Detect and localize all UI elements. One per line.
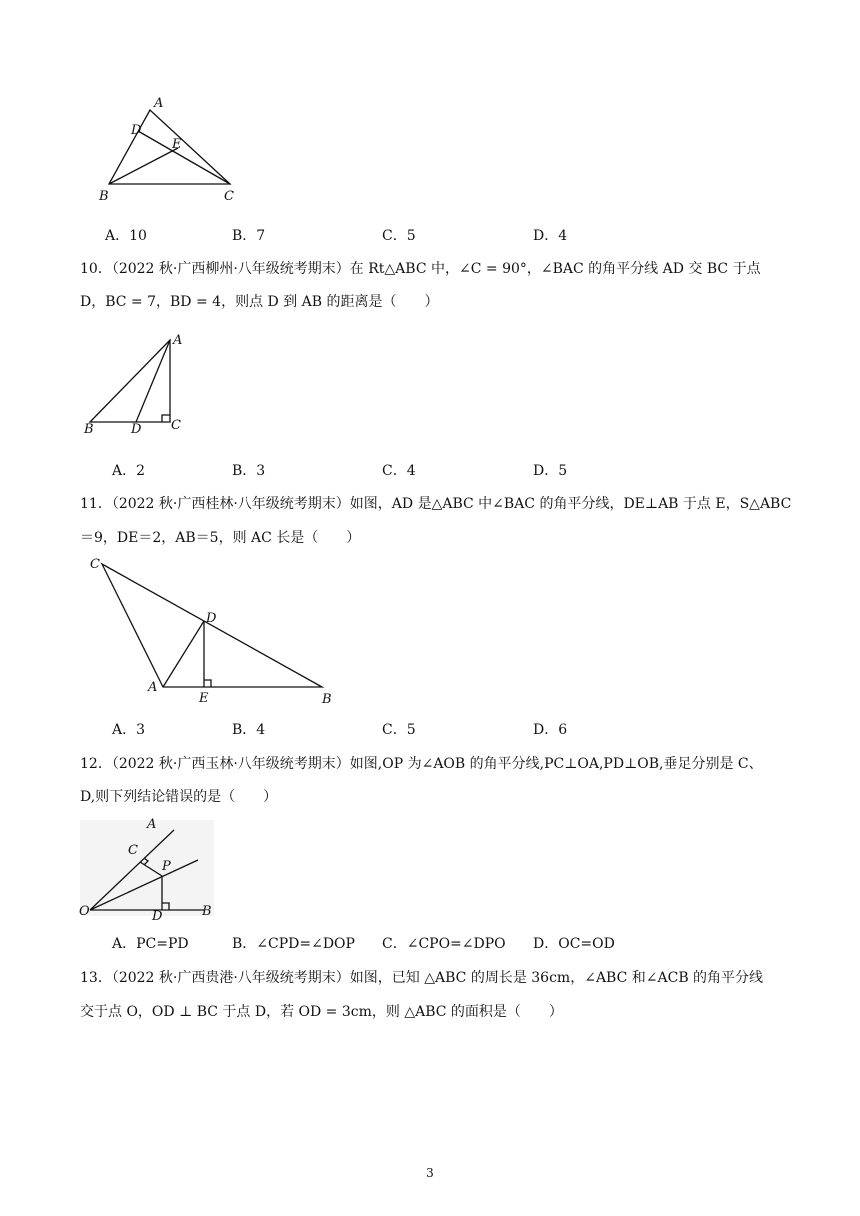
q10-option-b[interactable]: B．3 (232, 463, 266, 479)
fig12-label-c: C (128, 843, 138, 858)
q12-option-a[interactable]: A．PC=PD (112, 936, 189, 952)
q12-stem-line-1: 12．（2022 秋·广西玉林·八年级统考期末）如图,OP 为∠AOB 的角平分线,PC⊥OA,PD⊥OB,垂足分别是 C、 (80, 756, 763, 772)
fig9-label-e: E (172, 137, 182, 152)
q10-stem-line-1: 10．（2022 秋·广西柳州·八年级统考期末）在 Rt△ABC 中，∠C = 90°，∠BAC 的角平分线 AD 交 BC 于点 (80, 261, 761, 277)
q12-option-d[interactable]: D．OC=OD (533, 936, 615, 952)
q11-option-c[interactable]: C．5 (382, 722, 416, 738)
q9-option-c[interactable]: C．5 (382, 228, 416, 244)
fig11-label-a: A (148, 680, 158, 695)
q12-option-c[interactable]: C．∠CPO=∠DPO (382, 936, 506, 952)
figure-q10-right-triangle (80, 332, 200, 436)
q12-option-b[interactable]: B．∠CPD=∠DOP (232, 936, 355, 952)
q13-stem-line-1: 13．（2022 秋·广西贵港·八年级统考期末）如图，已知 △ABC 的周长是 36cm，∠ABC 和∠ACB 的角平分线 (80, 970, 764, 986)
q11-option-b[interactable]: B．4 (232, 722, 266, 738)
fig12-label-b: B (202, 904, 212, 919)
fig9-label-d: D (131, 123, 142, 138)
fig12-label-p: P (162, 859, 171, 874)
q10-option-d[interactable]: D．5 (533, 463, 568, 479)
fig10-label-d: D (131, 422, 142, 436)
fig12-label-a: A (147, 817, 157, 832)
figure-q11-triangle (80, 556, 350, 706)
fig9-label-c: C (224, 189, 234, 204)
q12-stem-line-2: D,则下列结论错误的是（ ） (80, 789, 278, 805)
q9-option-b[interactable]: B．7 (232, 228, 266, 244)
figure-q9-triangle (90, 90, 260, 210)
q9-option-d[interactable]: D．4 (533, 228, 568, 244)
fig10-label-b: B (84, 422, 94, 436)
fig11-label-d: D (206, 611, 217, 626)
q11-stem-line-1: 11．（2022 秋·广西桂林·八年级统考期末）如图，AD 是△ABC 中∠BAC 的角平分线，DE⊥AB 于点 E，S△ABC (80, 496, 792, 512)
fig10-label-c: C (171, 418, 181, 433)
q11-option-a[interactable]: A．3 (112, 722, 146, 738)
q11-stem-line-2: ＝9，DE＝2，AB＝5，则 AC 长是（ ） (80, 530, 361, 546)
fig11-label-c: C (90, 557, 100, 572)
fig10-label-a: A (173, 333, 183, 348)
fig12-label-d: D (152, 909, 163, 920)
q10-stem-line-2: D，BC = 7，BD = 4，则点 D 到 AB 的距离是（ ） (80, 294, 439, 310)
fig9-label-b: B (99, 189, 109, 204)
fig9-label-a: A (154, 96, 164, 111)
fig12-label-o: O (79, 904, 90, 919)
fig11-label-e: E (199, 691, 209, 706)
figure-q12-angle-bisector (78, 816, 218, 920)
q11-option-d[interactable]: D．6 (533, 722, 568, 738)
q9-option-a[interactable]: A．10 (105, 228, 147, 244)
page-number: 3 (426, 1166, 434, 1180)
q10-option-a[interactable]: A．2 (112, 463, 146, 479)
q13-stem-line-2: 交于点 O，OD ⊥ BC 于点 D，若 OD = 3cm，则 △ABC 的面积是（ ） (80, 1004, 563, 1020)
q10-option-c[interactable]: C．4 (382, 463, 416, 479)
fig11-label-b: B (322, 692, 332, 706)
